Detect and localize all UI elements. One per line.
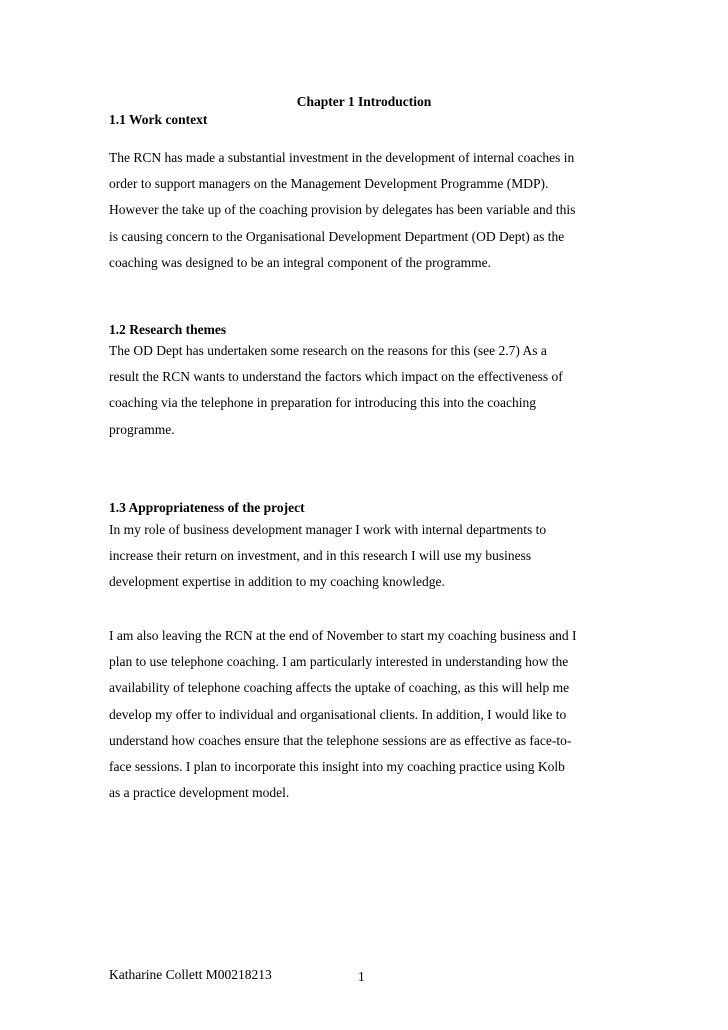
section-heading-appropriateness: 1.3 Appropriateness of the project [109, 500, 305, 515]
paragraph-appropriateness-1 [109, 517, 629, 596]
text-line: However the take up of the coaching provision by delegates has been variable and this [109, 202, 576, 218]
section-heading-work-context: 1.1 Work context [109, 112, 208, 127]
text-line: The RCN has made a substantial investment in the development of internal coaches in [109, 150, 575, 165]
text-line: programme. [109, 421, 175, 437]
chapter-title-text: Chapter 1 Introduction [296, 94, 432, 109]
text-line: coaching via the telephone in preparation for introducing this into the coaching [109, 395, 536, 411]
text-line: as a practice development model. [109, 785, 290, 801]
section-heading-research-themes: 1.2 Research themes [109, 322, 227, 337]
text-line: understand how coaches ensure that the telephone sessions are as effective as face-to- [109, 732, 572, 748]
text-line: is causing concern to the Organisational Development Department (OD Dept) as the [109, 228, 565, 244]
text-line: order to support managers on the Management Development Programme (MDP). [109, 176, 549, 192]
paragraph-research-themes [109, 338, 629, 443]
text-line: plan to use telephone coaching. I am particularly interested in understanding how the [109, 654, 569, 670]
text-line: I am also leaving the RCN at the end of November to start my coaching business and I [109, 628, 577, 643]
text-line: coaching was designed to be an integral component of the programme. [109, 254, 492, 270]
page-number: 1 [358, 969, 365, 984]
paragraph-appropriateness-2 [109, 623, 629, 806]
text-line: face sessions. I plan to incorporate this insight into my coaching practice using Kolb [109, 759, 565, 775]
text-line: In my role of business development manager I work with internal departments to [109, 522, 547, 537]
paragraph-work-context [109, 145, 629, 276]
text-line: increase their return on investment, and in this research I will use my business [109, 548, 532, 564]
text-line: development expertise in addition to my coaching knowledge. [109, 574, 445, 590]
chapter-title [0, 94, 728, 110]
footer-author: Katharine Collett M00218213 [109, 967, 272, 982]
text-line: develop my offer to individual and organisational clients. In addition, I would like to [109, 706, 567, 722]
text-line: The OD Dept has undertaken some research on the reasons for this (see 2.7) As a [109, 343, 547, 358]
text-line: availability of telephone coaching affects the uptake of coaching, as this will help me [109, 680, 570, 696]
text-line: result the RCN wants to understand the factors which impact on the effectiveness of [109, 369, 563, 385]
